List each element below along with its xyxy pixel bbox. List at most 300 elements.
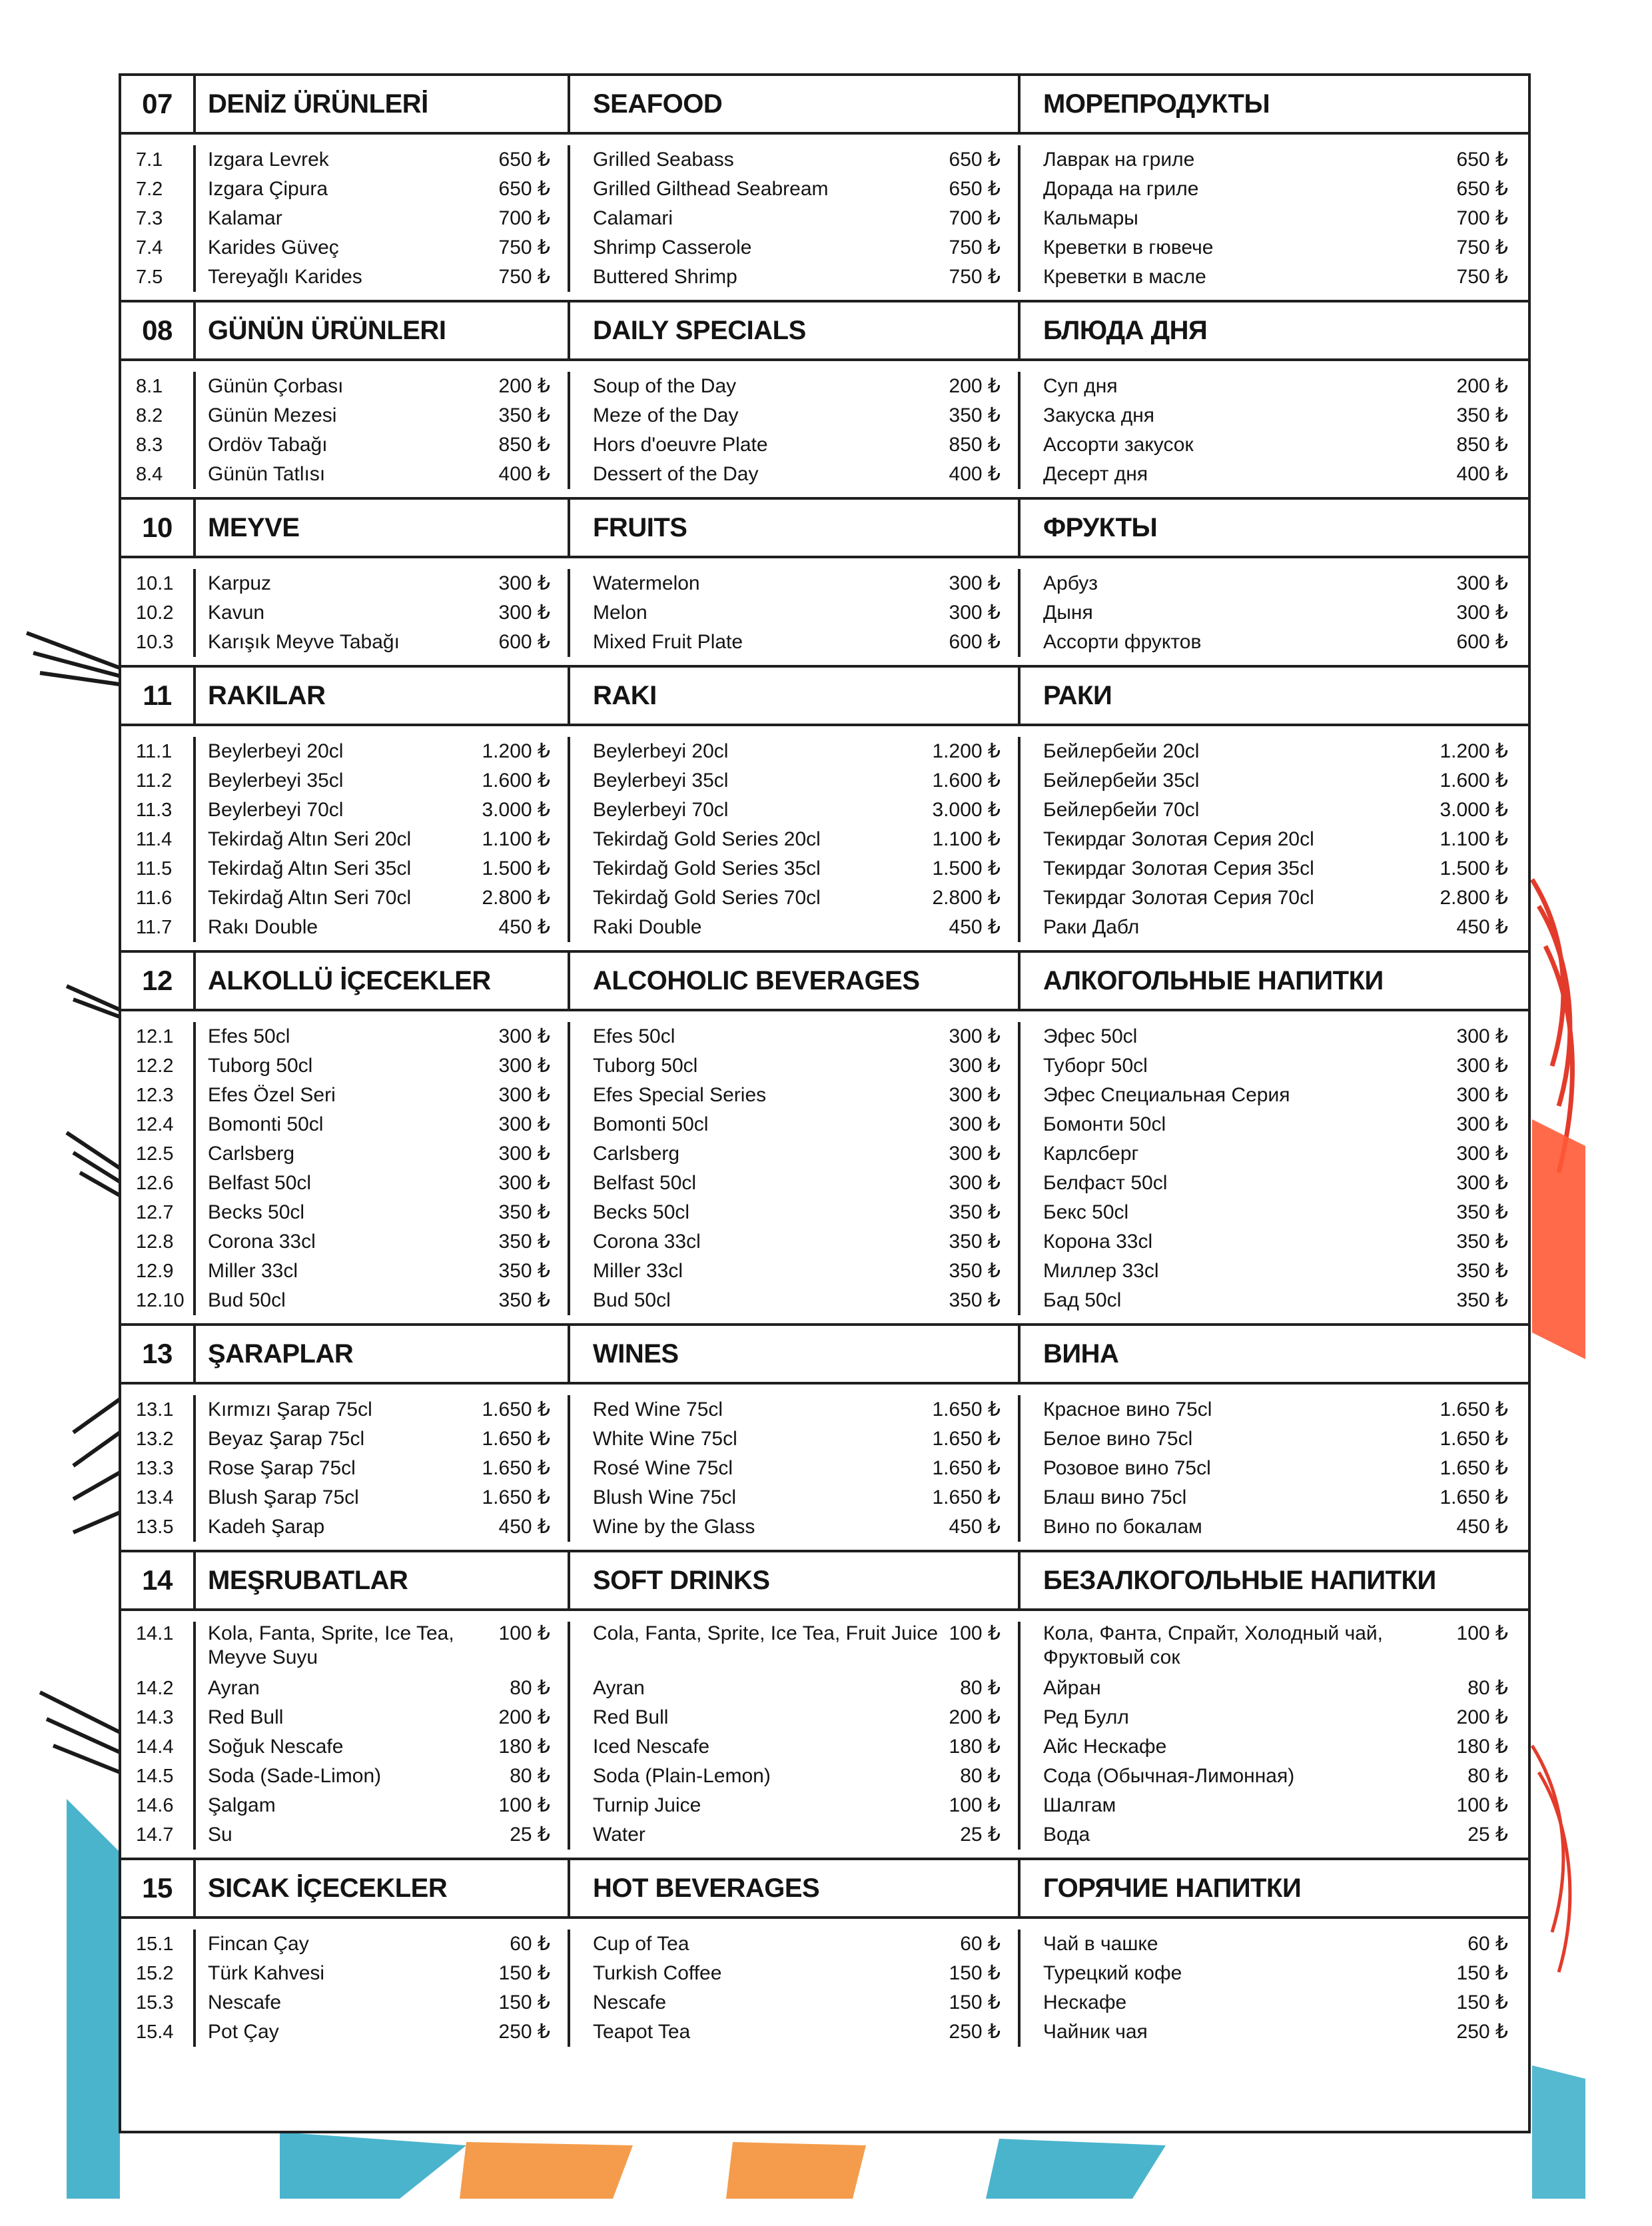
item-name-en: Soup of the Day — [593, 375, 737, 397]
item-name-ru: Кальмары — [1043, 207, 1138, 229]
item-name-en: Rosé Wine 75cl — [593, 1457, 733, 1479]
english-column — [570, 737, 1021, 942]
item-price: 400 ₺ — [498, 463, 550, 485]
item-price: 2.800 ₺ — [1440, 887, 1508, 909]
menu-item — [208, 1198, 550, 1227]
section-header — [121, 1552, 1528, 1611]
menu-item — [1043, 372, 1508, 401]
item-name-en: Hors d'oeuvre Plate — [593, 434, 768, 456]
item-price: 300 ₺ — [498, 572, 550, 594]
section-body — [121, 558, 1528, 665]
item-price: 1.600 ₺ — [1440, 770, 1508, 792]
item-name-ru: Белфаст 50cl — [1043, 1172, 1168, 1194]
menu-item — [1043, 913, 1508, 942]
item-name-tr: Tekirdağ Altın Seri 70cl — [208, 887, 412, 909]
section-title-ru: БЛЮДА ДНЯ — [1043, 315, 1208, 345]
item-price: 300 ₺ — [949, 1084, 1001, 1106]
menu-item — [593, 1198, 1001, 1227]
menu-item — [208, 1257, 550, 1286]
item-price: 300 ₺ — [1456, 572, 1508, 594]
item-price: 400 ₺ — [949, 463, 1001, 485]
menu-item — [208, 1110, 550, 1139]
item-name-en: Beylerbeyi 35cl — [593, 770, 729, 792]
item-price: 1.650 ₺ — [1440, 1486, 1508, 1508]
item-name-tr: Efes Özel Seri — [208, 1084, 336, 1106]
menu-item — [208, 628, 550, 657]
menu-item — [1043, 1022, 1508, 1051]
item-price: 200 ₺ — [949, 375, 1001, 397]
menu-item — [593, 372, 1001, 401]
section-body — [121, 1385, 1528, 1550]
item-number: 7.2 — [136, 179, 163, 200]
menu-item — [1043, 1110, 1508, 1139]
section-title-en: WINES — [570, 1326, 1021, 1382]
item-name-tr: Ayran — [208, 1677, 260, 1699]
item-price: 300 ₺ — [949, 1113, 1001, 1135]
item-name-ru: Бейлербейи 20cl — [1043, 740, 1200, 762]
item-price: 750 ₺ — [498, 266, 550, 288]
item-price: 60 ₺ — [960, 1933, 1001, 1955]
item-number: 7.5 — [136, 267, 163, 288]
section-title-tr: MEYVE — [196, 500, 570, 556]
item-name-en: Dessert of the Day — [593, 463, 759, 485]
item-name-ru: Бейлербейи 70cl — [1043, 799, 1200, 821]
item-name-en: Corona 33cl — [593, 1231, 701, 1253]
item-name-ru: Бейлербейи 35cl — [1043, 770, 1200, 792]
item-price: 350 ₺ — [949, 404, 1001, 426]
item-name-tr: Kırmızı Şarap 75cl — [208, 1398, 372, 1420]
item-price: 750 ₺ — [949, 237, 1001, 259]
menu-item — [1043, 145, 1508, 175]
item-name-en: Beylerbeyi 70cl — [593, 799, 729, 821]
item-price: 600 ₺ — [1456, 631, 1508, 653]
menu-item — [208, 854, 550, 883]
menu-item — [208, 1051, 550, 1081]
turkish-column — [196, 1622, 570, 1850]
item-number-column — [121, 1022, 196, 1315]
section-title-tr: DENİZ ÜRÜNLERİ — [196, 76, 570, 132]
menu-item — [1043, 796, 1508, 825]
item-price: 400 ₺ — [1456, 463, 1508, 485]
item-price: 700 ₺ — [498, 207, 550, 229]
menu-item — [208, 175, 550, 204]
item-name-ru: Айран — [1043, 1677, 1101, 1699]
item-number: 13.5 — [136, 1516, 174, 1538]
item-price: 300 ₺ — [1456, 1143, 1508, 1165]
item-number: 8.4 — [136, 464, 163, 485]
menu-item — [208, 233, 550, 263]
item-name-en: Cola, Fanta, Sprite, Ice Tea, Fruit Juice — [593, 1622, 939, 1644]
item-price: 750 ₺ — [498, 237, 550, 259]
item-name-en: Shrimp Casserole — [593, 237, 752, 259]
item-name-en: Red Wine 75cl — [593, 1398, 723, 1420]
item-name-tr: Rose Şarap 75cl — [208, 1457, 356, 1479]
item-name-ru: Бад 50cl — [1043, 1289, 1122, 1311]
menu-item — [593, 401, 1001, 430]
english-column — [570, 1930, 1021, 2047]
item-number: 13.4 — [136, 1487, 174, 1508]
menu-item — [1043, 1198, 1508, 1227]
menu-item — [593, 204, 1001, 233]
menu-item — [208, 569, 550, 598]
item-name-tr: Karides Güveç — [208, 237, 339, 259]
menu-item — [1043, 175, 1508, 204]
item-price: 1.650 ₺ — [932, 1457, 1001, 1479]
item-number-column — [121, 737, 196, 942]
item-name-en: Wine by the Glass — [593, 1516, 755, 1538]
section-wines — [121, 1326, 1528, 1552]
item-name-en: Efes 50cl — [593, 1025, 675, 1047]
item-price: 850 ₺ — [1456, 434, 1508, 456]
russian-column — [1021, 372, 1528, 489]
item-name-tr: Su — [208, 1824, 232, 1846]
item-price: 450 ₺ — [949, 1516, 1001, 1538]
item-name-tr: Blush Şarap 75cl — [208, 1486, 359, 1508]
item-number: 8.2 — [136, 405, 163, 426]
item-name-ru: Ассорти закусок — [1043, 434, 1194, 456]
menu-item — [593, 825, 1001, 854]
item-name-en: Grilled Gilthead Seabream — [593, 178, 829, 200]
item-price: 80 ₺ — [510, 1765, 550, 1787]
menu-item — [208, 372, 550, 401]
item-name-en: Cup of Tea — [593, 1933, 689, 1955]
menu-item — [593, 1051, 1001, 1081]
item-price: 450 ₺ — [1456, 1516, 1508, 1538]
item-price: 80 ₺ — [1467, 1765, 1508, 1787]
item-name-ru: Закуска дня — [1043, 404, 1155, 426]
section-title-ru: МОРЕПРОДУКТЫ — [1043, 89, 1270, 119]
menu-item — [1043, 430, 1508, 460]
item-price: 3.000 ₺ — [932, 799, 1001, 821]
item-price: 1.200 ₺ — [482, 740, 550, 762]
item-number-column — [121, 1622, 196, 1850]
menu-item — [208, 1791, 550, 1820]
item-name-tr: Günün Çorbası — [208, 375, 344, 397]
section-title-en: ALCOHOLIC BEVERAGES — [570, 953, 1021, 1009]
russian-column — [1021, 1622, 1528, 1850]
item-price: 350 ₺ — [498, 1231, 550, 1253]
menu-item — [208, 204, 550, 233]
item-name-en: Meze of the Day — [593, 404, 739, 426]
item-name-en: Teapot Tea — [593, 2021, 691, 2043]
item-price: 750 ₺ — [949, 266, 1001, 288]
item-name-ru: Ред Булл — [1043, 1706, 1129, 1728]
item-number: 14.7 — [136, 1824, 174, 1846]
menu-item — [208, 1762, 550, 1791]
menu-item — [593, 1674, 1001, 1703]
item-price: 650 ₺ — [1456, 149, 1508, 171]
item-price: 600 ₺ — [498, 631, 550, 653]
item-price: 1.650 ₺ — [482, 1398, 550, 1420]
item-name-ru: Суп дня — [1043, 375, 1118, 397]
item-name-ru: Чайник чая — [1043, 2021, 1148, 2043]
item-name-tr: Red Bull — [208, 1706, 284, 1728]
item-price: 300 ₺ — [1456, 1055, 1508, 1077]
item-number: 12.4 — [136, 1114, 174, 1135]
item-price: 60 ₺ — [1467, 1933, 1508, 1955]
item-name-ru: Вино по бокалам — [1043, 1516, 1202, 1538]
menu-item — [1043, 569, 1508, 598]
item-name-en: Buttered Shrimp — [593, 266, 737, 288]
item-price: 450 ₺ — [498, 1516, 550, 1538]
menu-item — [1043, 1257, 1508, 1286]
item-name-ru: Эфес 50cl — [1043, 1025, 1138, 1047]
item-name-en: Melon — [593, 602, 647, 624]
item-name-tr: Miller 33cl — [208, 1260, 298, 1282]
menu-item — [208, 1483, 550, 1512]
section-header — [121, 1860, 1528, 1919]
item-number: 11.3 — [136, 800, 173, 821]
english-column — [570, 1022, 1021, 1315]
menu-item — [593, 598, 1001, 628]
menu-item — [593, 1424, 1001, 1454]
item-price: 150 ₺ — [498, 1962, 550, 1984]
item-price: 1.650 ₺ — [482, 1486, 550, 1508]
item-price: 650 ₺ — [498, 178, 550, 200]
section-title-en: SEAFOOD — [570, 76, 1021, 132]
item-price: 850 ₺ — [949, 434, 1001, 456]
menu-item — [208, 1703, 550, 1732]
section-number: 08 — [121, 302, 196, 358]
menu-board — [119, 73, 1531, 2133]
menu-item — [208, 1512, 550, 1542]
turkish-column — [196, 737, 570, 942]
section-number: 12 — [121, 953, 196, 1009]
item-price: 750 ₺ — [1456, 237, 1508, 259]
item-price: 1.650 ₺ — [932, 1398, 1001, 1420]
item-price: 150 ₺ — [498, 1991, 550, 2013]
item-price: 3.000 ₺ — [1440, 799, 1508, 821]
item-price: 1.100 ₺ — [482, 828, 550, 850]
menu-item — [593, 628, 1001, 657]
item-number: 8.1 — [136, 376, 163, 397]
item-name-tr: Ordöv Tabağı — [208, 434, 328, 456]
russian-column — [1021, 1022, 1528, 1315]
item-name-tr: Günün Mezesi — [208, 404, 337, 426]
item-number: 14.3 — [136, 1707, 174, 1728]
item-name-en: Bomonti 50cl — [593, 1113, 709, 1135]
item-name-en: Nescafe — [593, 1991, 667, 2013]
item-name-en: Becks 50cl — [593, 1201, 690, 1223]
item-name-tr: Belfast 50cl — [208, 1172, 312, 1194]
item-name-en: Turnip Juice — [593, 1794, 701, 1816]
item-number: 10.2 — [136, 602, 174, 624]
menu-item — [593, 263, 1001, 292]
menu-item — [1043, 1395, 1508, 1424]
item-name-ru: Десерт дня — [1043, 463, 1148, 485]
menu-item — [208, 766, 550, 796]
menu-item — [593, 913, 1001, 942]
item-name-tr: Bud 50cl — [208, 1289, 286, 1311]
item-price: 300 ₺ — [949, 1025, 1001, 1047]
item-price: 150 ₺ — [949, 1991, 1001, 2013]
item-name-ru: Сода (Обычная-Лимонная) — [1043, 1765, 1295, 1787]
section-number: 10 — [121, 500, 196, 556]
section-body — [121, 361, 1528, 497]
item-price: 300 ₺ — [498, 1113, 550, 1135]
item-name-en: Calamari — [593, 207, 673, 229]
item-name-ru: Айс Нескафе — [1043, 1736, 1167, 1758]
menu-item — [593, 1988, 1001, 2017]
menu-item — [593, 1703, 1001, 1732]
section-title-ru: БЕЗАЛКОГОЛЬНЫЕ НАПИТКИ — [1043, 1565, 1436, 1595]
item-number-column — [121, 372, 196, 489]
item-price: 350 ₺ — [1456, 1231, 1508, 1253]
item-number: 15.1 — [136, 1934, 174, 1955]
section-body — [121, 726, 1528, 950]
item-price: 3.000 ₺ — [482, 799, 550, 821]
item-price: 300 ₺ — [498, 1055, 550, 1077]
item-price: 100 ₺ — [498, 1794, 550, 1816]
menu-item — [593, 233, 1001, 263]
item-name-tr: Tekirdağ Altın Seri 35cl — [208, 857, 412, 879]
menu-item — [593, 1483, 1001, 1512]
item-name-ru: Белое вино 75cl — [1043, 1428, 1193, 1450]
section-title-en: HOT BEVERAGES — [570, 1860, 1021, 1916]
item-name-tr: Beylerbeyi 20cl — [208, 740, 344, 762]
menu-item — [1043, 883, 1508, 913]
item-price: 300 ₺ — [1456, 1113, 1508, 1135]
item-price: 1.600 ₺ — [482, 770, 550, 792]
menu-item — [208, 1081, 550, 1110]
menu-item — [1043, 1674, 1508, 1703]
item-name-ru: Кола, Фанта, Спрайт, Холодный чай, Фруктовый сок — [1043, 1622, 1383, 1668]
turkish-column — [196, 569, 570, 657]
item-price: 250 ₺ — [498, 2021, 550, 2043]
menu-item — [593, 1959, 1001, 1988]
menu-item — [593, 1512, 1001, 1542]
menu-item — [208, 1988, 550, 2017]
item-number: 13.1 — [136, 1399, 174, 1420]
item-number: 15.2 — [136, 1963, 174, 1984]
item-number-column — [121, 569, 196, 657]
item-price: 80 ₺ — [1467, 1677, 1508, 1699]
menu-item — [593, 1169, 1001, 1198]
menu-item — [593, 1791, 1001, 1820]
item-name-tr: Beylerbeyi 70cl — [208, 799, 344, 821]
item-name-tr: Izgara Levrek — [208, 149, 329, 171]
item-number: 13.3 — [136, 1458, 174, 1479]
item-name-ru: Розовое вино 75cl — [1043, 1457, 1211, 1479]
item-price: 650 ₺ — [1456, 178, 1508, 200]
section-number: 14 — [121, 1552, 196, 1608]
item-price: 650 ₺ — [949, 149, 1001, 171]
menu-item — [208, 263, 550, 292]
item-number: 15.4 — [136, 2021, 174, 2043]
menu-item — [208, 1622, 550, 1674]
menu-item — [208, 1959, 550, 1988]
menu-item — [593, 1930, 1001, 1959]
item-name-ru: Турецкий кофе — [1043, 1962, 1182, 1984]
item-name-tr: Tereyağlı Karides — [208, 266, 362, 288]
section-title-tr: GÜNÜN ÜRÜNLERI — [196, 302, 570, 358]
item-name-tr: Efes 50cl — [208, 1025, 290, 1047]
section-header — [121, 76, 1528, 135]
item-name-tr: Günün Tatlısı — [208, 463, 326, 485]
section-number: 07 — [121, 76, 196, 132]
menu-item — [208, 1674, 550, 1703]
menu-item — [1043, 737, 1508, 766]
russian-column — [1021, 1930, 1528, 2047]
item-name-tr: Soğuk Nescafe — [208, 1736, 344, 1758]
section-body — [121, 135, 1528, 300]
item-price: 650 ₺ — [949, 178, 1001, 200]
item-name-ru: Креветки в масле — [1043, 266, 1206, 288]
section-hot-beverages — [121, 1860, 1528, 2055]
item-price: 350 ₺ — [498, 1289, 550, 1311]
item-name-en: Grilled Seabass — [593, 149, 734, 171]
section-title-ru: ФРУКТЫ — [1043, 512, 1158, 542]
section-title-en: RAKI — [570, 668, 1021, 724]
menu-item — [1043, 1139, 1508, 1169]
menu-item — [593, 1820, 1001, 1850]
item-price: 200 ₺ — [498, 375, 550, 397]
menu-item — [1043, 1703, 1508, 1732]
item-price: 350 ₺ — [498, 1260, 550, 1282]
menu-item — [1043, 263, 1508, 292]
section-title-tr: MEŞRUBATLAR — [196, 1552, 570, 1608]
item-name-tr: Kadeh Şarap — [208, 1516, 325, 1538]
item-price: 300 ₺ — [949, 1143, 1001, 1165]
item-name-tr: Beylerbeyi 35cl — [208, 770, 344, 792]
menu-item — [208, 796, 550, 825]
item-name-ru: Корона 33cl — [1043, 1231, 1153, 1253]
menu-item — [1043, 598, 1508, 628]
item-price: 350 ₺ — [949, 1231, 1001, 1253]
item-number: 11.2 — [136, 770, 173, 792]
item-name-ru: Текирдаг Золотая Серия 20cl — [1043, 828, 1314, 850]
item-price: 1.600 ₺ — [932, 770, 1001, 792]
item-price: 1.100 ₺ — [932, 828, 1001, 850]
menu-item — [208, 401, 550, 430]
item-name-ru: Дыня — [1043, 602, 1093, 624]
item-name-ru: Туборг 50cl — [1043, 1055, 1148, 1077]
menu-item — [593, 1454, 1001, 1483]
section-header — [121, 1326, 1528, 1385]
menu-item — [208, 1732, 550, 1762]
item-number: 14.2 — [136, 1678, 174, 1699]
menu-item — [593, 854, 1001, 883]
item-price: 300 ₺ — [1456, 602, 1508, 624]
item-name-en: Red Bull — [593, 1706, 669, 1728]
menu-item — [1043, 1454, 1508, 1483]
item-name-ru: Креветки в гювече — [1043, 237, 1214, 259]
menu-item — [593, 1732, 1001, 1762]
item-name-ru: Эфес Специальная Серия — [1043, 1084, 1290, 1106]
item-price: 350 ₺ — [949, 1201, 1001, 1223]
item-name-tr: Corona 33cl — [208, 1231, 316, 1253]
item-name-tr: Kavun — [208, 602, 265, 624]
item-name-en: Water — [593, 1824, 645, 1846]
menu-item — [1043, 628, 1508, 657]
menu-item — [208, 1424, 550, 1454]
item-price: 450 ₺ — [949, 916, 1001, 938]
item-name-en: Tuborg 50cl — [593, 1055, 698, 1077]
item-name-ru: Текирдаг Золотая Серия 35cl — [1043, 857, 1314, 879]
item-number: 11.7 — [136, 917, 173, 938]
item-number: 12.3 — [136, 1085, 174, 1106]
item-name-tr: Bomonti 50cl — [208, 1113, 324, 1135]
section-raki — [121, 668, 1528, 953]
item-number: 11.4 — [136, 829, 173, 850]
item-name-en: Iced Nescafe — [593, 1736, 710, 1758]
section-soft-drinks — [121, 1552, 1528, 1860]
russian-column — [1021, 145, 1528, 292]
item-price: 700 ₺ — [949, 207, 1001, 229]
item-price: 300 ₺ — [1456, 1172, 1508, 1194]
item-name-en: Tekirdağ Gold Series 70cl — [593, 887, 821, 909]
menu-item — [593, 1622, 1001, 1674]
